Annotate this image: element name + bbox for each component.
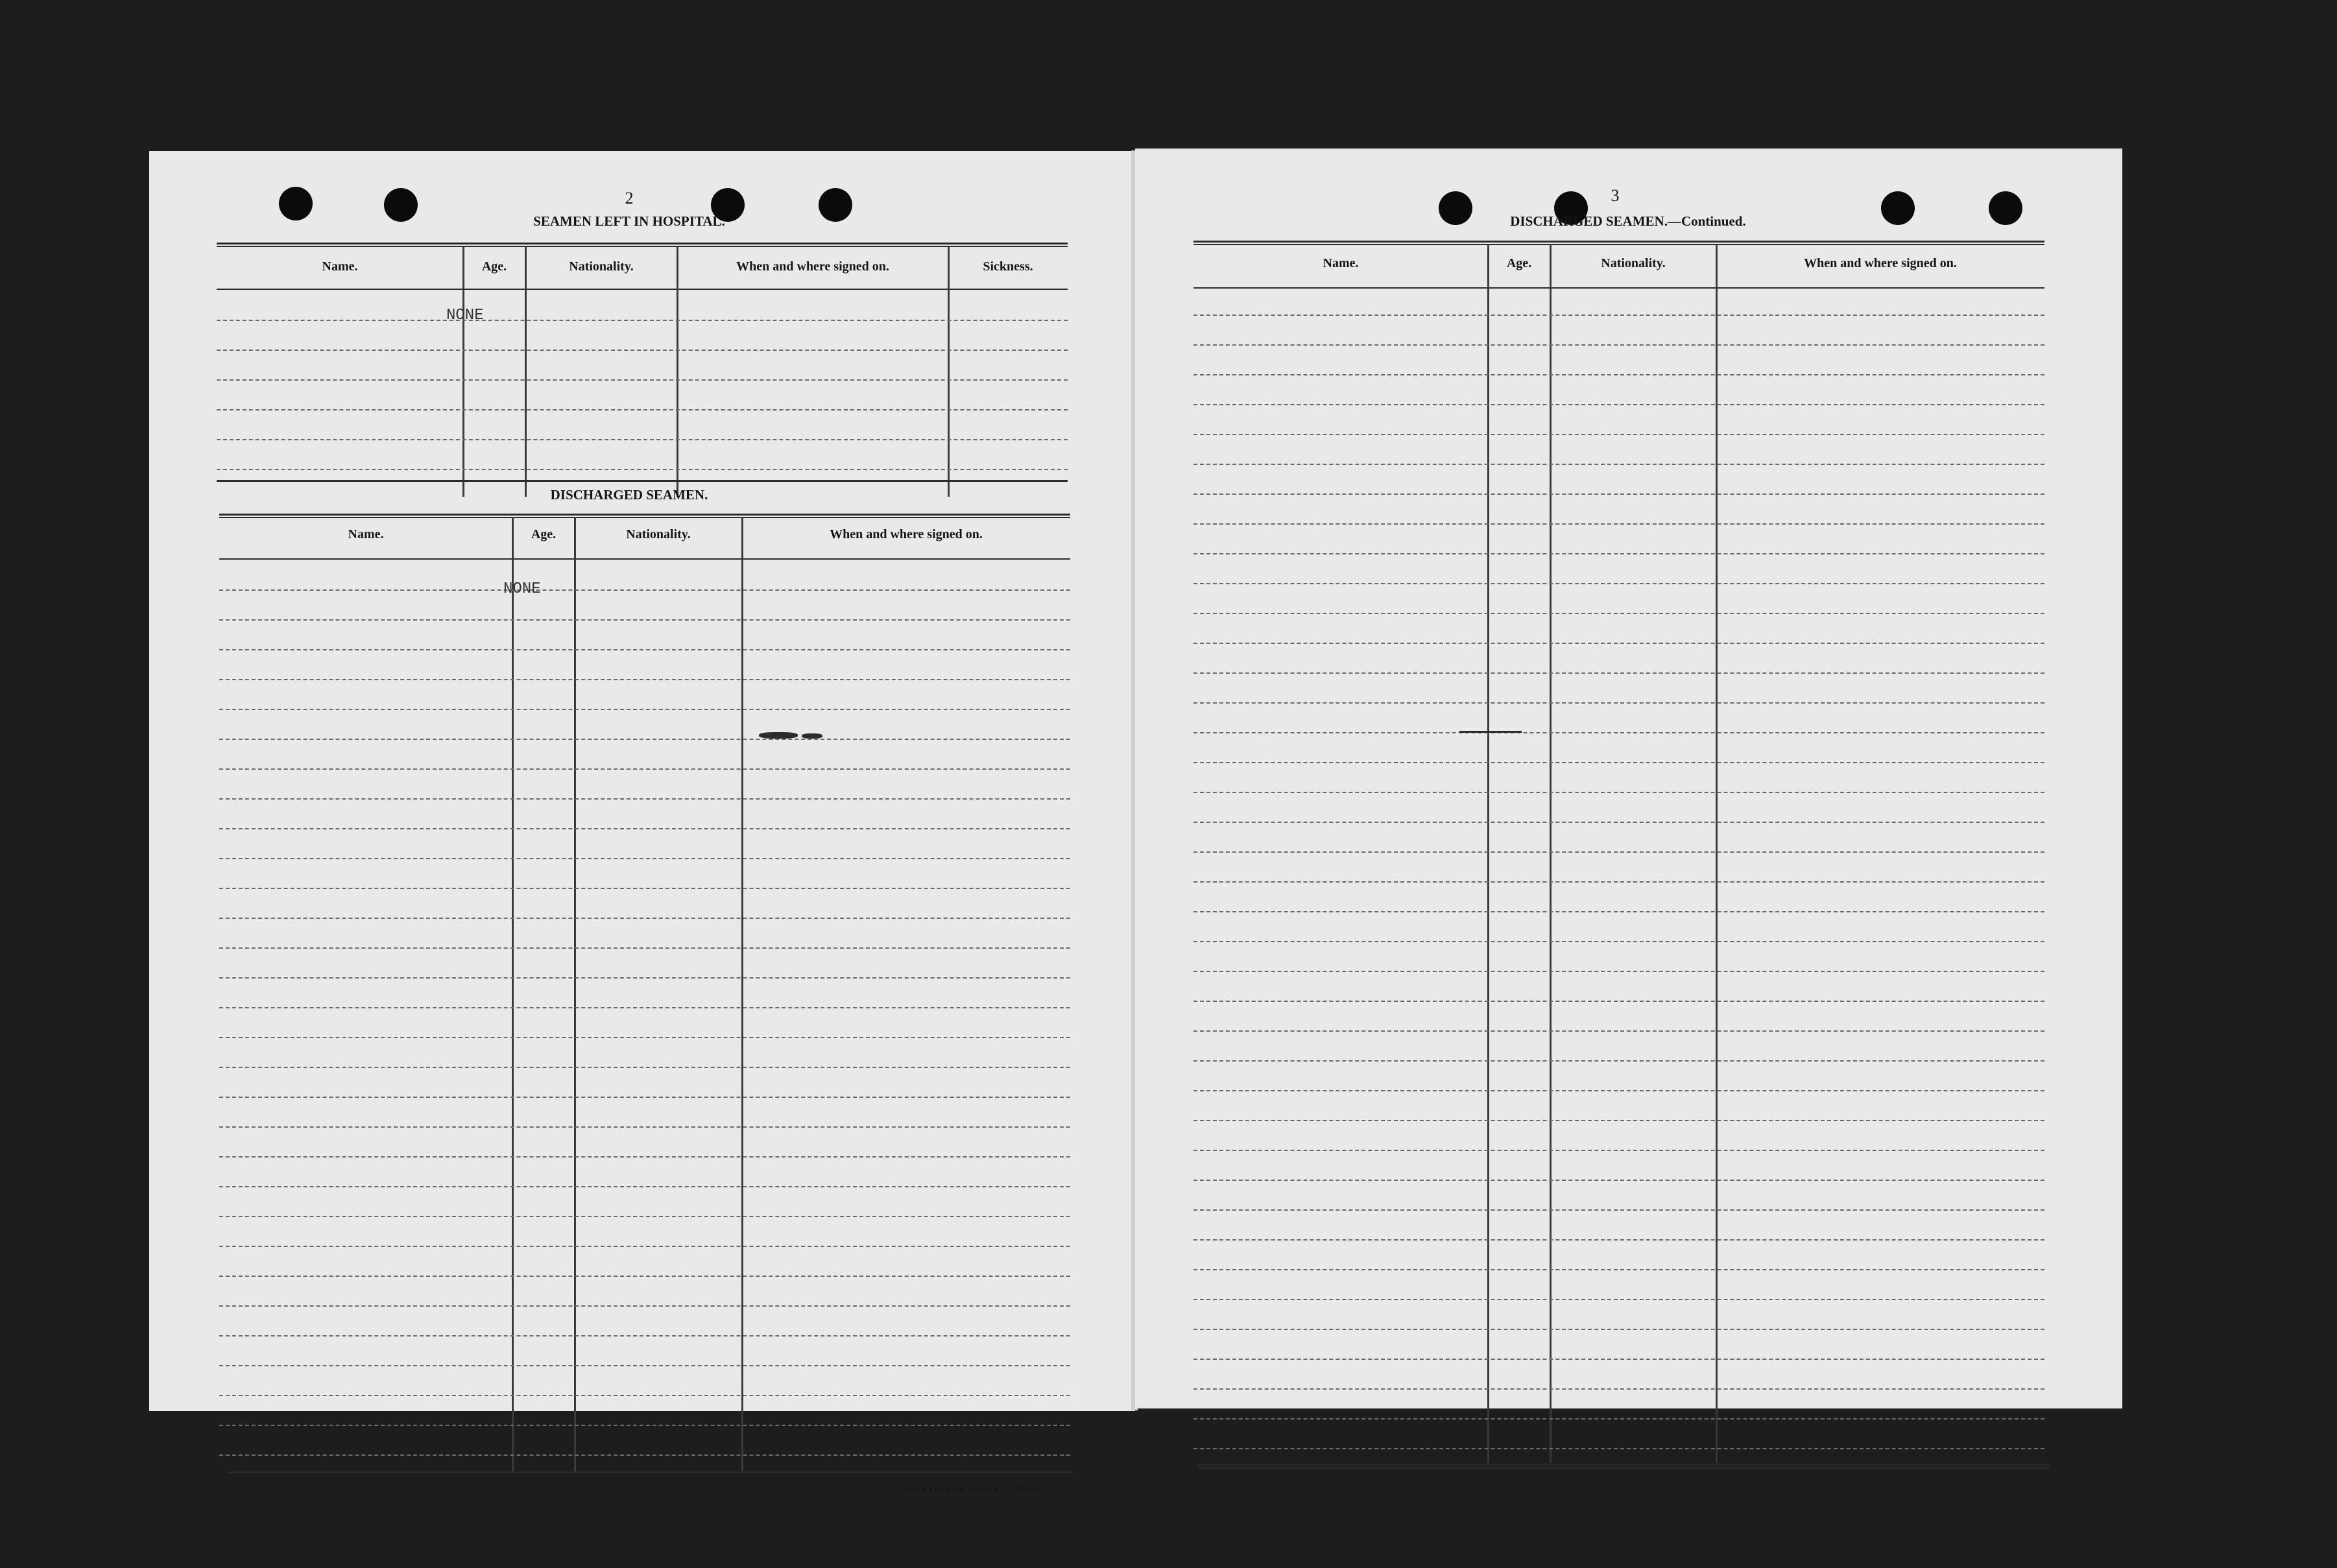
entry-line	[219, 1037, 1070, 1038]
column-header-name: Name.	[322, 259, 358, 274]
entry-line	[219, 589, 1070, 591]
entry-line	[1193, 1120, 2044, 1121]
entry-line	[219, 1305, 1070, 1307]
entry-line	[1193, 1090, 2044, 1091]
entry-line	[219, 1365, 1070, 1366]
punch-hole	[279, 187, 313, 220]
ink-smudge	[759, 732, 798, 739]
entry-line	[1193, 702, 2044, 704]
entry-line	[219, 1156, 1070, 1158]
table-bottom-rule	[1197, 1467, 2050, 1469]
entry-line	[217, 439, 1068, 440]
entry-line	[1193, 1060, 2044, 1062]
entry-line	[1193, 792, 2044, 793]
entry-line	[1193, 672, 2044, 674]
entry-line	[219, 649, 1070, 650]
page-number: 2	[625, 189, 634, 208]
column-separator	[1487, 244, 1489, 1463]
entry-line	[219, 947, 1070, 949]
header-bottom-rule	[1193, 287, 2044, 289]
entry-line	[217, 379, 1068, 381]
entry-line	[219, 1276, 1070, 1277]
entry-line	[219, 1425, 1070, 1426]
entry-line	[1193, 1239, 2044, 1241]
entry-line	[1193, 1448, 2044, 1449]
entry-line	[1193, 583, 2044, 584]
entry-line	[219, 679, 1070, 680]
typed-entry-none: NONE	[446, 307, 484, 324]
punch-hole	[1989, 191, 2022, 225]
entry-line	[219, 1395, 1070, 1396]
table-bottom-rule	[1197, 1464, 2050, 1466]
entry-line	[219, 709, 1070, 710]
column-header-age: Age.	[1506, 256, 1532, 270]
entry-line	[219, 1455, 1070, 1456]
entry-line	[217, 320, 1068, 321]
ink-smudge	[802, 733, 822, 739]
table-top-rule	[217, 243, 1068, 244]
punch-hole	[384, 188, 418, 222]
entry-line	[1193, 732, 2044, 733]
entry-line	[1193, 1359, 2044, 1360]
entry-line	[219, 1335, 1070, 1336]
entry-line	[1193, 851, 2044, 853]
entry-line	[219, 828, 1070, 829]
entry-line	[219, 739, 1070, 740]
table-top-rule	[1193, 241, 2044, 243]
column-separator	[677, 246, 678, 497]
entry-line	[219, 1216, 1070, 1217]
entry-line	[219, 798, 1070, 800]
entry-line	[1193, 643, 2044, 644]
entry-line	[1193, 941, 2044, 942]
entry-line	[1193, 315, 2044, 316]
continued-note: CONTINUED ON NEXT PAGE.	[907, 1484, 1046, 1493]
pencil-mark	[1459, 731, 1522, 733]
column-separator	[574, 517, 576, 1473]
entry-line	[219, 1007, 1070, 1008]
column-header-signed-on: When and where signed on.	[830, 527, 983, 541]
typed-entry-none: NONE	[503, 580, 541, 598]
column-header-sickness: Sickness.	[983, 259, 1033, 274]
entry-line	[219, 977, 1070, 979]
column-header-age: Age.	[481, 259, 507, 274]
entry-line	[1193, 1001, 2044, 1002]
entry-line	[219, 1097, 1070, 1098]
entry-line	[1193, 1418, 2044, 1420]
entry-line	[1193, 1150, 2044, 1151]
entry-line	[1193, 613, 2044, 614]
column-separator	[1716, 244, 1718, 1463]
entry-line	[1193, 1209, 2044, 1211]
table-top-rule	[217, 246, 1068, 247]
entry-line	[219, 858, 1070, 859]
column-separator	[462, 246, 464, 497]
entry-line	[1193, 971, 2044, 972]
discharged-continued-title: DISCHARGED SEAMEN.—Continued.	[1510, 213, 1746, 229]
table-bottom-rule	[227, 1471, 1073, 1473]
table-bottom-rule	[217, 480, 1068, 482]
entry-line	[1193, 553, 2044, 554]
entry-line	[1193, 493, 2044, 495]
entry-line	[217, 409, 1068, 410]
column-header-nationality: Nationality.	[569, 259, 634, 274]
column-separator	[948, 246, 950, 497]
entry-line	[219, 619, 1070, 621]
column-separator	[525, 246, 527, 497]
table-top-rule	[219, 514, 1070, 516]
entry-line	[1193, 881, 2044, 883]
entry-line	[219, 1126, 1070, 1128]
left-page	[149, 151, 1135, 1493]
column-header-nationality: Nationality.	[1601, 256, 1666, 270]
entry-line	[1193, 374, 2044, 375]
entry-line	[217, 350, 1068, 351]
page-number: 3	[1611, 186, 1620, 205]
column-separator	[741, 517, 743, 1473]
entry-line	[219, 918, 1070, 919]
entry-line	[1193, 911, 2044, 912]
column-header-signed-on: When and where signed on.	[1804, 256, 1957, 270]
table-top-rule	[219, 517, 1070, 518]
punch-hole	[819, 188, 852, 222]
entry-line	[219, 1186, 1070, 1187]
column-separator	[1550, 244, 1552, 1463]
column-header-age: Age.	[531, 527, 557, 541]
discharged-section-title: DISCHARGED SEAMEN.	[550, 487, 708, 503]
entry-line	[217, 469, 1068, 470]
entry-line	[1193, 464, 2044, 465]
entry-line	[1193, 1329, 2044, 1330]
column-header-name: Name.	[348, 527, 384, 541]
entry-line	[1193, 434, 2044, 435]
column-header-nationality: Nationality.	[626, 527, 691, 541]
entry-line	[219, 888, 1070, 889]
entry-line	[1193, 1299, 2044, 1300]
column-separator	[512, 517, 514, 1473]
right-page	[1135, 148, 2122, 1408]
column-header-signed-on: When and where signed on.	[736, 259, 889, 274]
entry-line	[1193, 344, 2044, 346]
entry-line	[1193, 1388, 2044, 1390]
punch-hole	[1881, 191, 1915, 225]
hospital-section-title: SEAMEN LEFT IN HOSPITAL.	[533, 213, 725, 229]
entry-line	[1193, 1269, 2044, 1270]
table-top-rule	[1193, 244, 2044, 245]
entry-line	[1193, 762, 2044, 763]
entry-line	[1193, 822, 2044, 823]
entry-line	[1193, 523, 2044, 525]
entry-line	[1193, 1030, 2044, 1032]
entry-line	[1193, 404, 2044, 405]
entry-line	[1193, 1180, 2044, 1181]
header-bottom-rule	[217, 289, 1068, 290]
column-header-name: Name.	[1323, 256, 1359, 270]
header-bottom-rule	[219, 558, 1070, 560]
entry-line	[219, 1067, 1070, 1068]
entry-line	[219, 768, 1070, 770]
entry-line	[219, 1246, 1070, 1247]
